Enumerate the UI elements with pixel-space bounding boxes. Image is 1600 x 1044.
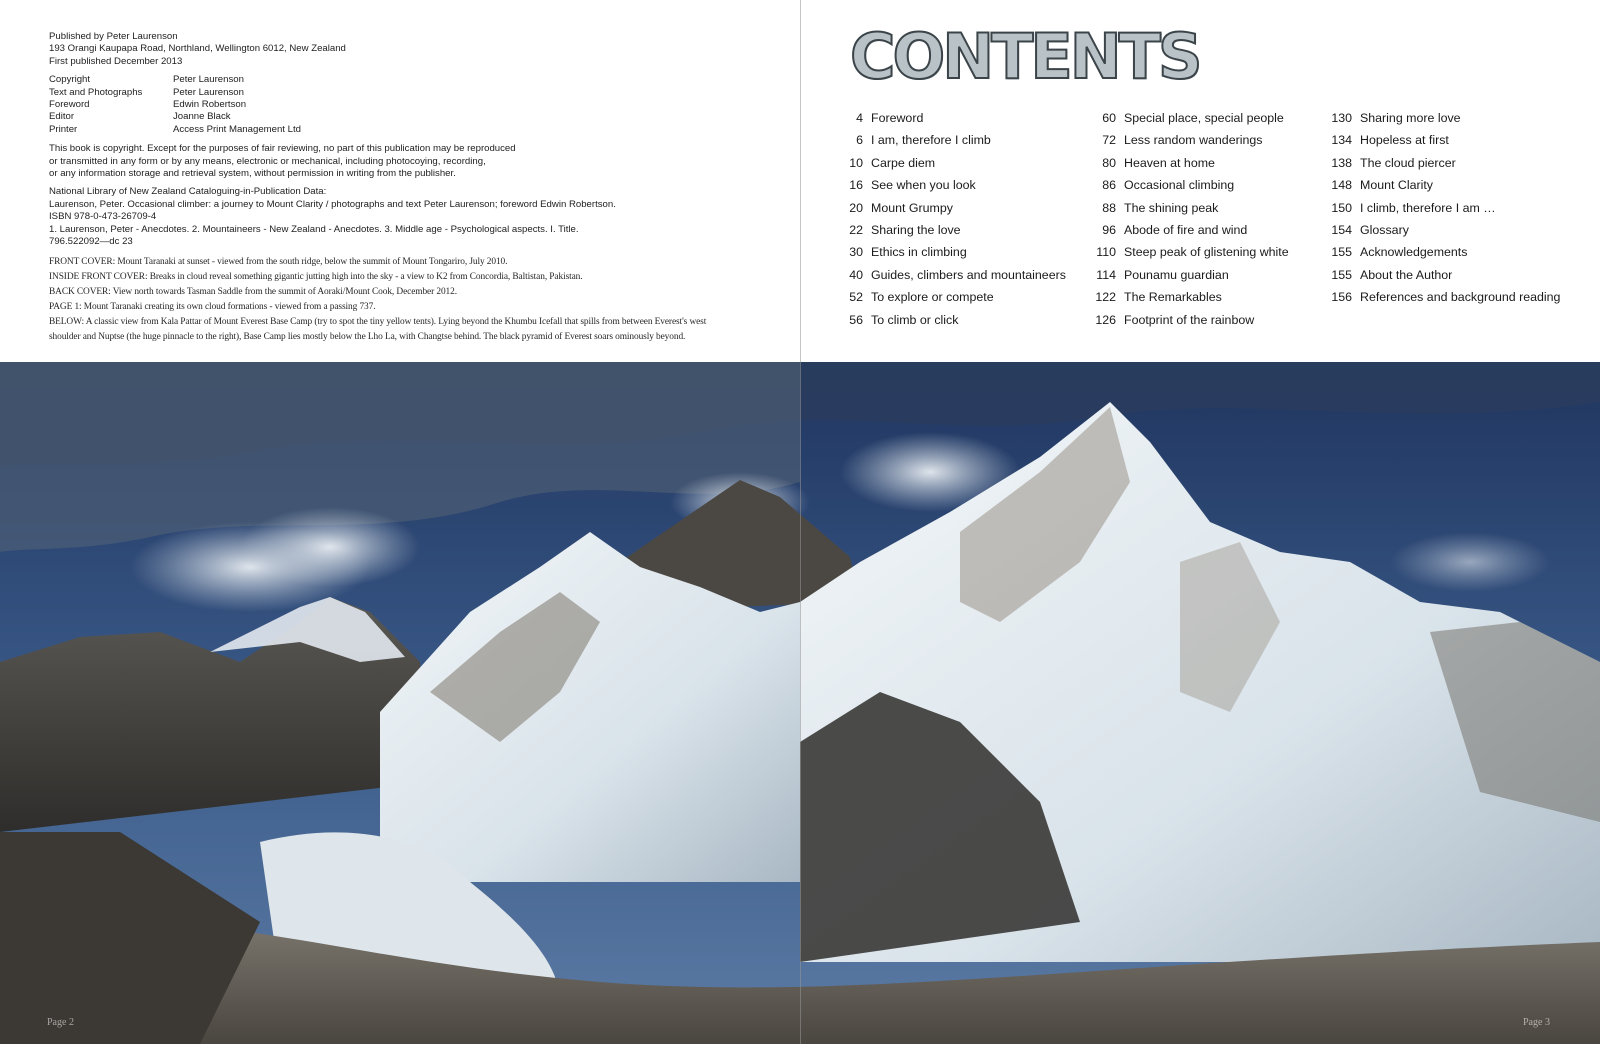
toc-title: Glossary xyxy=(1360,222,1409,237)
publisher-address: 193 Orangi Kaupapa Road, Northland, Wellington 6012, New Zealand xyxy=(49,43,346,55)
white-cloud xyxy=(1390,532,1550,592)
toc-entry[interactable] xyxy=(826,264,1066,286)
caption-line: shoulder and Nuptse (the huge pinnacle to the right), Base Camp lies mostly below the Lho La, with Changtse behind. The black pyramid of Everest soars ominously beyond. xyxy=(49,331,686,342)
toc-entry[interactable] xyxy=(1318,152,1560,174)
page-gutter xyxy=(800,0,801,1044)
toc-entry[interactable] xyxy=(1078,241,1289,263)
credit-name: Peter Laurenson xyxy=(173,74,244,86)
toc-title: The shining peak xyxy=(1124,200,1219,215)
toc-page-number: 52 xyxy=(849,290,863,305)
toc-page-number: 4 xyxy=(856,111,863,125)
caption-line: PAGE 1: Mount Taranaki creating its own cloud formations - viewed from a passing 737. xyxy=(49,301,376,312)
toc-title: See when you look xyxy=(871,178,976,193)
toc-title: Guides, climbers and mountaineers xyxy=(871,267,1066,282)
toc-title: Sharing the love xyxy=(871,222,961,237)
toc-page-number: 60 xyxy=(1102,111,1116,125)
toc-page-number: 86 xyxy=(1102,178,1116,193)
credit-name: Access Print Management Ltd xyxy=(173,123,301,135)
white-cloud xyxy=(240,507,420,587)
isbn: ISBN 978-0-473-26709-4 xyxy=(49,211,157,223)
credit-role: Printer xyxy=(49,123,78,135)
dewey-number: 796.522092—dc 23 xyxy=(49,236,133,248)
caption-line: BACK COVER: View north towards Tasman Saddle from the summit of Aoraki/Mount Cook, December 2012. xyxy=(49,286,457,297)
toc-entry[interactable] xyxy=(1078,286,1289,308)
toc-title: Ethics in climbing xyxy=(871,245,967,260)
toc-entry[interactable] xyxy=(826,174,1066,196)
toc-entry[interactable] xyxy=(1078,152,1289,174)
toc-title: I climb, therefore I am … xyxy=(1360,200,1496,215)
toc-page-number: 130 xyxy=(1331,111,1352,125)
toc-entry[interactable] xyxy=(826,197,1066,219)
cataloguing-line: Laurenson, Peter. Occasional climber: a journey to Mount Clarity / photographs and text Peter Laurenson; foreword Edwin Robertson. xyxy=(49,198,616,210)
toc-title: Mount Grumpy xyxy=(871,200,953,215)
toc-entry[interactable] xyxy=(1078,197,1289,219)
toc-page-number: 30 xyxy=(849,245,863,260)
cataloguing-line: 1. Laurenson, Peter - Anecdotes. 2. Mountaineers - New Zealand - Anecdotes. 3. Middle age - Psychological aspects. I. Title. xyxy=(49,223,579,235)
toc-page-number: 6 xyxy=(856,133,863,148)
toc-title: Mount Clarity xyxy=(1360,178,1433,193)
toc-title: Heaven at home xyxy=(1124,155,1215,170)
toc-entry[interactable] xyxy=(826,241,1066,263)
toc-entry[interactable] xyxy=(826,219,1066,241)
cataloguing-data xyxy=(49,186,749,248)
toc-page-number: 114 xyxy=(1096,267,1116,282)
copyright-notice xyxy=(49,143,749,180)
toc-entry[interactable] xyxy=(1078,174,1289,196)
toc-entry[interactable] xyxy=(826,286,1066,308)
copyright-line: This book is copyright. Except for the purposes of fair reviewing, no part of this publication may be reproduced xyxy=(49,143,516,155)
toc-page-number: 155 xyxy=(1331,245,1352,260)
page-number-left: Page 2 xyxy=(47,1017,74,1028)
toc-title: References and background reading xyxy=(1360,290,1561,305)
toc-entry[interactable] xyxy=(826,129,1066,151)
toc-title: Abode of fire and wind xyxy=(1124,222,1248,237)
caption-line: FRONT COVER: Mount Taranaki at sunset - viewed from the south ridge, below the summit of Mount Tongariro, July 2010. xyxy=(49,256,508,267)
toc-page-number: 80 xyxy=(1102,155,1116,170)
copyright-line: or any information storage and retrieval system, without permission in writing from the publisher. xyxy=(49,168,456,180)
toc-title: The cloud piercer xyxy=(1360,155,1456,170)
toc-page-number: 155 xyxy=(1331,267,1352,282)
toc-page-number: 122 xyxy=(1095,290,1116,305)
credit-role: Foreword xyxy=(49,99,90,111)
cataloguing-line: National Library of New Zealand Cataloguing-in-Publication Data: xyxy=(49,186,327,198)
toc-title: To climb or click xyxy=(871,312,959,327)
caption-line: BELOW: A classic view from Kala Pattar of Mount Everest Base Camp (try to spot the tiny yellow tents). Lying beyond the Khumbu Icefall that spills from between Everest's west xyxy=(49,316,707,327)
toc-title: Steep peak of glistening white xyxy=(1124,245,1289,260)
toc-page-number: 72 xyxy=(1102,133,1116,148)
credit-name: Peter Laurenson xyxy=(173,86,244,98)
toc-entry[interactable] xyxy=(1078,264,1289,286)
toc-entry[interactable] xyxy=(1078,107,1289,129)
toc-page-number: 88 xyxy=(1102,200,1116,215)
toc-entry[interactable] xyxy=(1318,264,1560,286)
publisher-info xyxy=(49,31,749,68)
toc-page-number: 110 xyxy=(1096,245,1116,260)
toc-page-number: 154 xyxy=(1331,222,1352,237)
credits-list xyxy=(49,74,749,136)
toc-title: Occasional climbing xyxy=(1124,178,1235,193)
page-number-right: Page 3 xyxy=(1523,1017,1550,1028)
publication-date: First published December 2013 xyxy=(49,55,183,67)
toc-entry[interactable] xyxy=(1318,241,1560,263)
toc-entry[interactable] xyxy=(1318,107,1560,129)
toc-entry[interactable] xyxy=(1078,309,1289,331)
toc-entry[interactable] xyxy=(1318,286,1560,308)
caption-line: INSIDE FRONT COVER: Breaks in cloud reveal something gigantic jutting high into the sky - a view to K2 from Concordia, Baltistan, Pakistan. xyxy=(49,271,583,282)
toc-title: Sharing more love xyxy=(1360,111,1461,125)
toc-page-number: 10 xyxy=(849,155,863,170)
imprint-block xyxy=(49,31,749,345)
toc-page-number: 126 xyxy=(1095,312,1116,327)
credit-role: Editor xyxy=(49,111,75,123)
toc-page-number: 40 xyxy=(849,267,863,282)
toc-page-number: 56 xyxy=(849,312,863,327)
toc-entry[interactable] xyxy=(826,152,1066,174)
toc-page-number: 148 xyxy=(1331,178,1352,193)
contents-heading: CONTENTS xyxy=(850,20,1200,93)
photo-captions xyxy=(49,255,749,345)
toc-title: Acknowledgements xyxy=(1360,245,1468,260)
toc-page-number: 22 xyxy=(849,222,863,237)
toc-entry[interactable] xyxy=(1078,129,1289,151)
toc-entry[interactable] xyxy=(826,309,1066,331)
toc-title: Hopeless at first xyxy=(1360,133,1449,148)
toc-title: I am, therefore I climb xyxy=(871,133,991,148)
publisher-line: Published by Peter Laurenson xyxy=(49,31,178,42)
toc-title: Pounamu guardian xyxy=(1124,267,1229,282)
toc-page-number: 96 xyxy=(1102,222,1116,237)
toc-column-2 xyxy=(1078,107,1289,331)
toc-entry[interactable] xyxy=(1318,174,1560,196)
toc-title: To explore or compete xyxy=(871,290,994,305)
toc-entry[interactable] xyxy=(1318,219,1560,241)
toc-title: Special place, special people xyxy=(1124,111,1284,125)
toc-page-number: 20 xyxy=(849,200,863,215)
toc-title: About the Author xyxy=(1360,267,1453,282)
toc-entry[interactable] xyxy=(1318,129,1560,151)
toc-entry[interactable] xyxy=(1078,219,1289,241)
toc-entry[interactable] xyxy=(826,107,1066,129)
toc-page-number: 16 xyxy=(849,178,863,193)
toc-column-3 xyxy=(1318,107,1560,309)
toc-page-number: 134 xyxy=(1331,133,1352,148)
toc-page-number: 156 xyxy=(1331,290,1352,305)
credit-role: Copyright xyxy=(49,74,91,86)
toc-title: Foreword xyxy=(871,111,924,125)
credit-name: Edwin Robertson xyxy=(173,99,247,111)
toc-page-number: 138 xyxy=(1331,155,1352,170)
toc-page-number: 150 xyxy=(1331,200,1352,215)
toc-title: Footprint of the rainbow xyxy=(1124,312,1255,327)
toc-entry[interactable] xyxy=(1318,197,1560,219)
copyright-line: or transmitted in any form or by any means, electronic or mechanical, including photocoying, recording, xyxy=(49,155,486,167)
credit-name: Joanne Black xyxy=(173,111,231,123)
toc-title: Less random wanderings xyxy=(1124,133,1263,148)
toc-title: The Remarkables xyxy=(1124,290,1222,305)
credit-role: Text and Photographs xyxy=(49,86,143,98)
toc-title: Carpe diem xyxy=(871,155,936,170)
toc-column-1 xyxy=(826,107,1066,331)
